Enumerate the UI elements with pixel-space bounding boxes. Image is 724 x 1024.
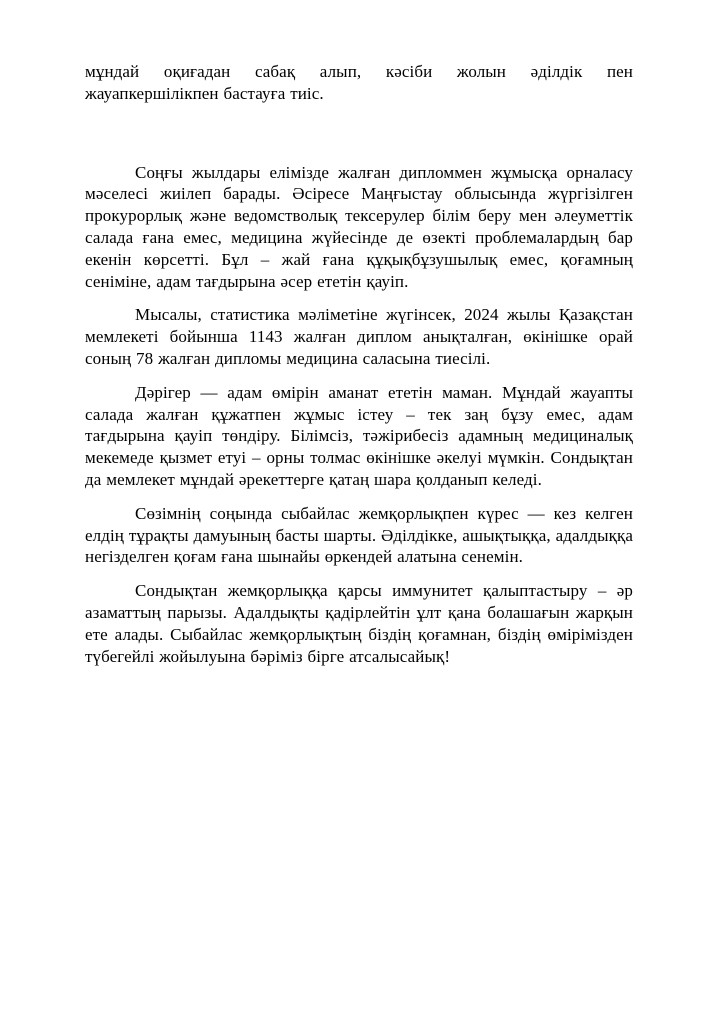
paragraph-continuation: мұндай оқиғадан сабақ алып, кәсіби жолын әділдік пен жауапкершілікпен бастауға тиіс. (85, 62, 633, 103)
paragraph-doctor-responsibility: Дәрігер — адам өмірін аманат ететін маман. Мұндай жауапты салада жалған құжатпен жұмыс істеу – тек заң бұзу емес, адам тағдырына қауіп төндіру. Білімсіз, тәжірибесіз адамның медициналық мекемеде қызмет етуі – орны толмас өкінішке әкелуі мүмкін. Сондықтан да мемлекет мұндай әрекеттерге қатаң шара қолданып келеді. (85, 382, 633, 489)
paragraph-conclusion-fight-corruption: Сөзімнің соңында сыбайлас жемқорлықпен күрес — кез келген елдің тұрақты дамуының басты шарты. Әділдікке, ашықтыққа, адалдыққа негізделген қоғам ғана шынайы өркендей алатына сенемін. (85, 503, 634, 567)
paragraph-call-to-action: Сондықтан жемқорлыққа қарсы иммунитет қалыптастыру – әр азаматтың парызы. Адалдықты қадірлейтін ұлт қана болашағын жарқын ете алады. Сыбайлас жемқорлықтың біздің қоғамнан, біздің өмірімізден түбегейлі жойылуына бәріміз бірге атсалысайық! (85, 581, 633, 666)
paragraph-statistics: Мысалы, статистика мәліметіне жүгінсек, 2024 жылы Қазақстан мемлекеті бойынша 1143 жалған диплом анықталған, өкінішке орай соның 78 жалған дипломы медицина саласына тиесілі. (85, 305, 633, 368)
text-block (85, 61, 633, 679)
paragraph-fake-diploma-problem: Соңғы жылдары елімізде жалған дипломмен жұмысқа орналасу мәселесі жиілеп барады. Әсіресе Маңғыстау облысында жүргізілген прокурорлық және ведомстволық тексерулер білім беру мен әлеуметтік салада ғана емес, медицина жүйесінде де өзекті проблемалардың бар екенін көрсетті. Бұл – жай ғана құқықбұзушылық емес, қоғамның сеніміне, адам тағдырына әсер ететін қауіп. (85, 162, 633, 291)
